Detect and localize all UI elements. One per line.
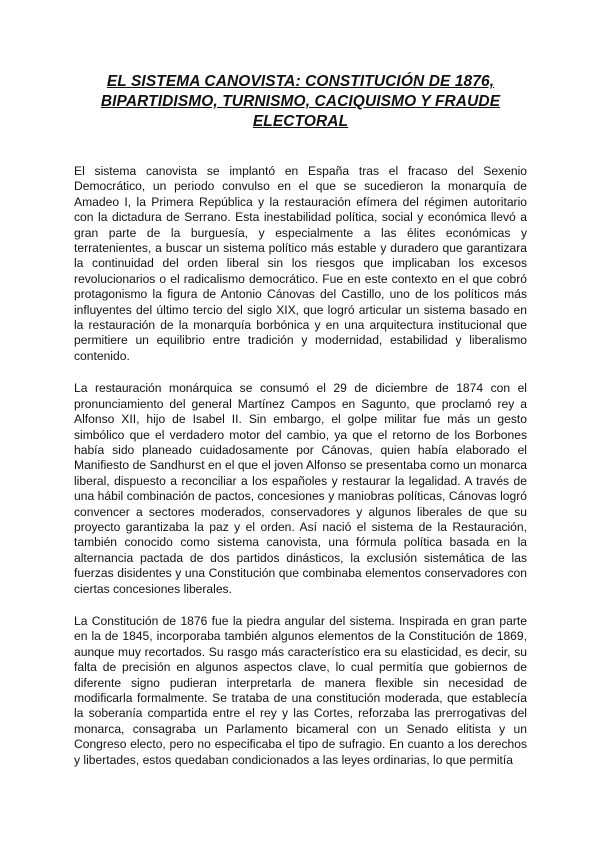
document-title: EL SISTEMA CANOVISTA: CONSTITUCIÓN DE 1876, BIPARTIDISMO, TURNISMO, CACIQUISMO Y FRAUDE ELECTORAL xyxy=(100,73,501,130)
paragraph-1: El sistema canovista se implantó en España tras el fracaso del Sexenio Democrático, un periodo convulso en el que se sucedieron la monarquía de Amadeo I, la Primera República y la restauración efímera del régimen autoritario con la dictadura de Serrano. Esta inestabilidad política, social y económica llevó a gran parte de la burguesía, y especialmente a las élites económicas y terratenientes, a buscar un sistema político más estable y duradero que garantizara la continuidad del orden liberal sin los riesgos que implicaban los excesos revolucionarios o el radicalismo democrático. Fue en este contexto en el que cobró protagonismo la figura de Antonio Cánovas del Castillo, uno de los políticos más influyentes del último tercio del siglo XIX, que logró articular un sistema basado en la restauración de la monarquía borbónica y en una arquitectura institucional que permitiere un equilibrio entre tradición y modernidad, estabilidad y liberalismo contenido. xyxy=(74,164,527,363)
paragraph-2: La restauración monárquica se consumó el 29 de diciembre de 1874 con el pronunciamiento del general Martínez Campos en Sagunto, que proclamó rey a Alfonso XII, hijo de Isabel II. Sin embargo, el golpe militar fue más un gesto simbólico que el verdadero motor del cambio, ya que el retorno de los Borbones había sido planeado cuidadosamente por Cánovas, quien había elaborado el Manifiesto de Sandhurst en el que el joven Alfonso se presentaba como un monarca liberal, dispuesto a reconciliar a los españoles y restaurar la legalidad. A través de una hábil combinación de pactos, concesiones y maniobras políticas, Cánovas logró convencer a sectores moderados, conservadores y algunos liberales de que su proyecto garantizaba la paz y el orden. Así nació el sistema de la Restauración, también conocido como sistema canovista, una fórmula política basada en la alternancia pactada de dos partidos dinásticos, la exclusión sistemática de las fuerzas disidentes y una Constitución que combinaba elementos conservadores con ciertas concesiones liberales. xyxy=(74,381,527,596)
paragraph-3: La Constitución de 1876 fue la piedra angular del sistema. Inspirada en gran parte en la de 1845, incorporaba también algunos elementos de la Constitución de 1869, aunque muy recortados. Su rasgo más característico era su elasticidad, es decir, su falta de precisión en algunos aspectos clave, lo cual permitía que gobiernos de diferente signo pudieran interpretarla de manera flexible sin necesidad de modificarla formalmente. Se trataba de una constitución moderada, que establecía la soberanía compartida entre el rey y las Cortes, reforzaba las prerrogativas del monarca, consagraba un Parlamento bicameral con un Senado elitista y un Congreso electo, pero no especificaba el tipo de sufragio. En cuanto a los derechos y libertades, estos quedaban condicionados a las leyes ordinarias, lo que permitía xyxy=(74,613,527,767)
